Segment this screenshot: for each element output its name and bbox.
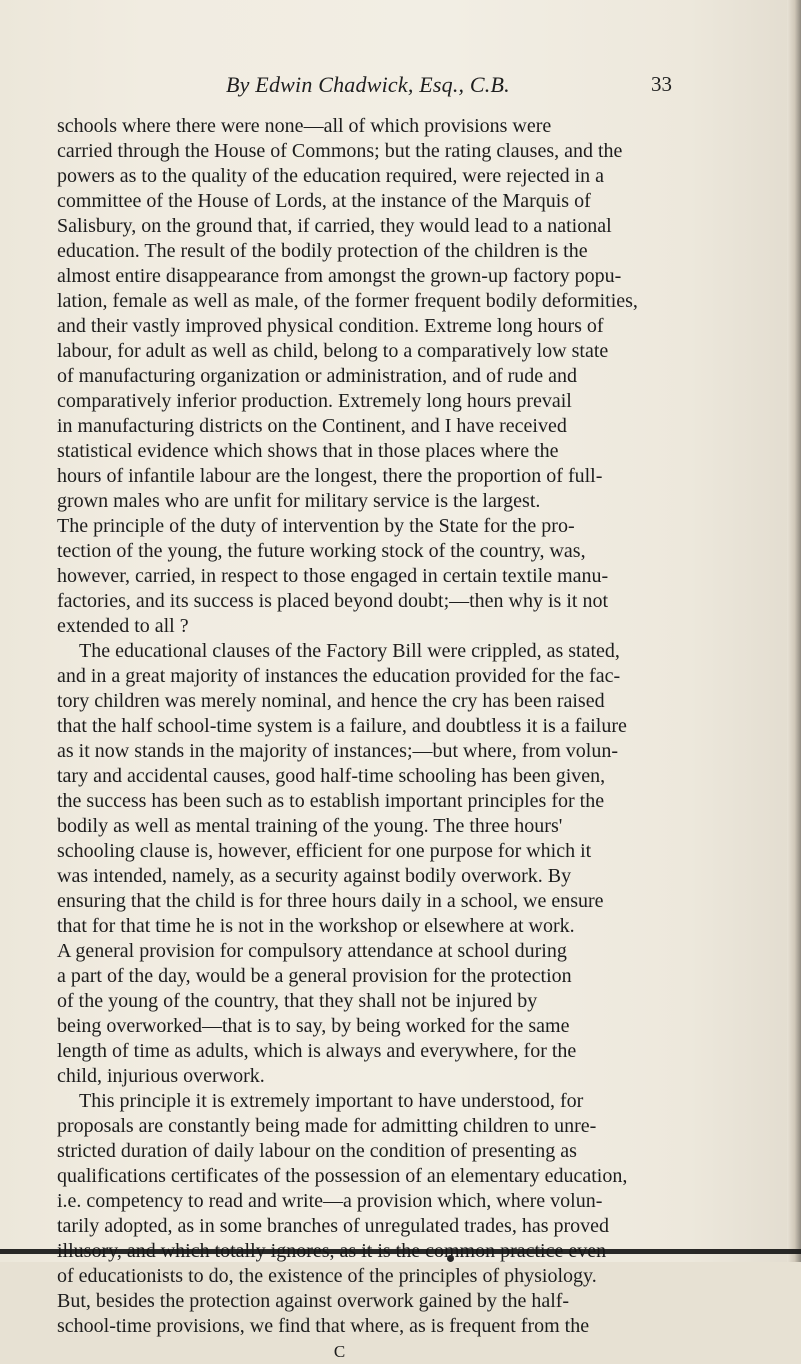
text-line: Salisbury, on the ground that, if carried, they would lead to a national	[57, 215, 612, 237]
text-line: qualifications certificates of the possession of an elementary education,	[57, 1165, 628, 1187]
text-line: of manufacturing organization or administration, and of rude and	[57, 365, 578, 387]
text-line: length of time as adults, which is always and everywhere, for the	[57, 1040, 577, 1062]
text-line: carried through the House of Commons; but the rating clauses, and the	[57, 140, 623, 162]
text-line: proposals are constantly being made for admitting children to unre-	[57, 1115, 597, 1137]
page-header	[0, 72, 801, 106]
text-line: hours of infantile labour are the longest, there the proportion of full-	[57, 465, 603, 487]
body-text	[57, 114, 677, 1364]
text-line: committee of the House of Lords, at the instance of the Marquis of	[57, 190, 591, 212]
text-line: and in a great majority of instances the education provided for the fac-	[57, 665, 621, 687]
text-line: tary and accidental causes, good half-time schooling has been given,	[57, 765, 606, 787]
text-line: tory children was merely nominal, and hence the cry has been raised	[57, 690, 605, 712]
text-line: bodily as well as mental training of the young. The three hours'	[57, 815, 563, 837]
signature-mark: C	[333, 1342, 346, 1361]
text-line: education. The result of the bodily protection of the children is the	[57, 240, 588, 262]
text-line: powers as to the quality of the education required, were rejected in a	[57, 165, 605, 187]
text-line: i.e. competency to read and write—a provision which, where volun-	[57, 1190, 603, 1212]
text-line: almost entire disappearance from amongst the grown-up factory popu-	[57, 265, 622, 287]
text-line: extended to all ?	[57, 615, 189, 637]
text-line: statistical evidence which shows that in those places where the	[57, 440, 559, 462]
running-head: By Edwin Chadwick, Esq., C.B.	[226, 72, 510, 97]
text-line: But, besides the protection against overwork gained by the half-	[57, 1290, 570, 1312]
text-line: factories, and its success is placed beyond doubt;—then why is it not	[57, 590, 609, 612]
text-line: tection of the young, the future working stock of the country, was,	[57, 540, 586, 562]
text-line: and their vastly improved physical condition. Extreme long hours of	[57, 315, 604, 337]
text-line: however, carried, in respect to those engaged in certain textile manu-	[57, 565, 609, 587]
text-line: lation, female as well as male, of the former frequent bodily deformities,	[57, 290, 638, 312]
text-line: The principle of the duty of intervention by the State for the pro-	[57, 515, 575, 537]
text-line: as it now stands in the majority of instances;—but where, from volun-	[57, 740, 619, 762]
bottom-rule	[0, 1249, 801, 1254]
text-line: schooling clause is, however, efficient for one purpose for which it	[57, 840, 592, 862]
text-line: This principle it is extremely important to have understood, for	[79, 1090, 584, 1112]
text-line: stricted duration of daily labour on the condition of presenting as	[57, 1140, 577, 1162]
text-line: ensuring that the child is for three hours daily in a school, we ensure	[57, 890, 604, 912]
text-line: school-time provisions, we find that where, as is frequent from the	[57, 1315, 590, 1337]
text-line: being overworked—that is to say, by being worked for the same	[57, 1015, 570, 1037]
text-line: child, injurious overwork.	[57, 1065, 265, 1087]
text-line: A general provision for compulsory attendance at school during	[57, 940, 567, 962]
text-line: The educational clauses of the Factory Bill were crippled, as stated,	[79, 640, 620, 662]
text-line: that for that time he is not in the workshop or elsewhere at work.	[57, 915, 575, 937]
text-line: that the half school-time system is a failure, and doubtless it is a failure	[57, 715, 627, 737]
text-line: of the young of the country, that they shall not be injured by	[57, 990, 538, 1012]
page-edge-shadow	[787, 0, 801, 1262]
text-line: in manufacturing districts on the Continent, and I have received	[57, 415, 567, 437]
text-line: the success has been such as to establish important principles for the	[57, 790, 605, 812]
text-line: of educationists to do, the existence of the principles of physiology.	[57, 1265, 597, 1287]
text-line: schools where there were none—all of which provisions were	[57, 115, 552, 137]
text-line: tarily adopted, as in some branches of unregulated trades, has proved	[57, 1215, 610, 1237]
text-line: comparatively inferior production. Extremely long hours prevail	[57, 390, 572, 412]
text-line: grown males who are unfit for military service is the largest.	[57, 490, 541, 512]
text-line: labour, for adult as well as child, belong to a comparatively low state	[57, 340, 609, 362]
text-line: was intended, namely, as a security against bodily overwork. By	[57, 865, 572, 887]
dot-mark	[447, 1255, 454, 1262]
text-line: a part of the day, would be a general provision for the protection	[57, 965, 572, 987]
page-number: 33	[651, 72, 672, 96]
